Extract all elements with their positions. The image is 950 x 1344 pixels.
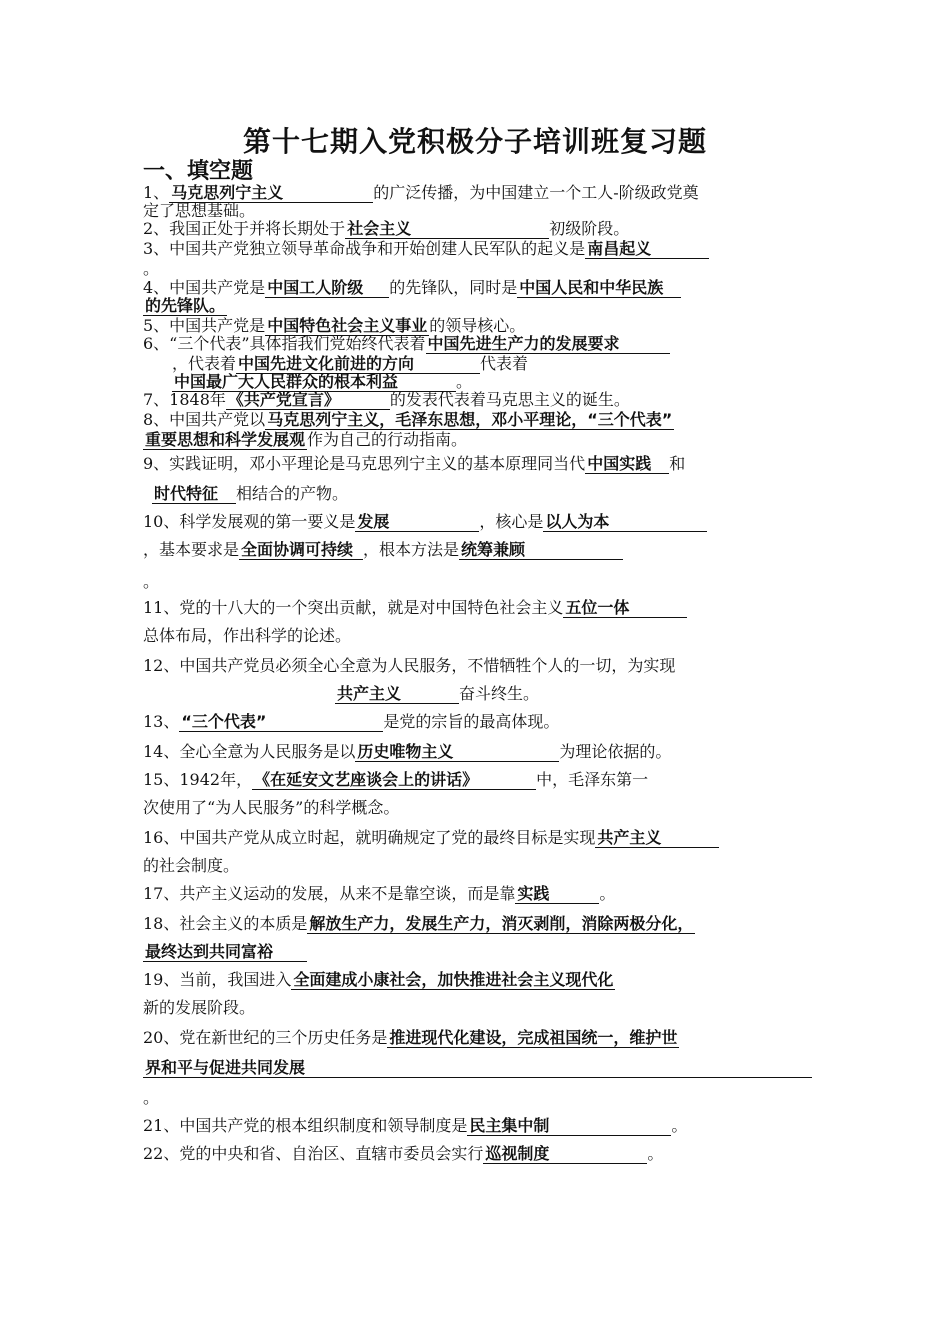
question-line <box>143 998 808 1018</box>
question-text: 定了思想基础。 <box>143 201 256 220</box>
answer-blank: 民主集中制 <box>467 1117 671 1136</box>
question-text: 8、中国共产党以 <box>143 410 266 429</box>
question-line <box>143 1028 808 1048</box>
question-text: 的社会制度。 <box>143 856 240 875</box>
answer-blank: 中国特色社会主义事业 <box>267 316 428 335</box>
question-text-after: ，核心是 <box>479 512 544 531</box>
question-text-after: 代表着 <box>480 354 529 373</box>
answer-blank: 时代特征 <box>152 485 236 504</box>
answer-blank: 全面协调可持续 <box>239 541 363 560</box>
question-line <box>143 259 808 279</box>
answer-blank: 社会主义 <box>345 220 549 239</box>
answer-blank: 中国工人阶级 <box>265 279 389 298</box>
question-text-after: 奋斗终生。 <box>459 684 540 703</box>
answer-blank: 中国人民和中华民族 <box>517 279 681 298</box>
question-text-after: 中，毛泽东第一 <box>536 770 649 789</box>
question-line <box>143 454 808 474</box>
answer-blank: 马克思列宁主义 <box>169 184 373 203</box>
question-text-after: 相结合的产物。 <box>236 484 349 503</box>
question-line <box>143 942 808 962</box>
question-text: 11、党的十八大的一个突出贡献，就是对中国特色社会主义 <box>143 598 564 617</box>
question-line <box>143 970 808 990</box>
question-line <box>143 430 808 450</box>
question-line <box>143 598 808 618</box>
question-text: 22、党的中央和省、自治区、直辖市委员会实行 <box>143 1144 484 1163</box>
answer-blank: 《在延安文艺座谈会上的讲话》 <box>252 771 536 790</box>
question-text: 16、中国共产党从成立时起，就明确规定了党的最终目标是实现 <box>143 828 596 847</box>
answer-blank: 中国先进生产力的发展要求 <box>426 335 670 354</box>
question-text: 次使用了“为人民服务”的科学概念。 <box>143 798 400 817</box>
question-text: 17、共产主义运动的发展，从来不是靠空谈，而是靠 <box>143 884 516 903</box>
question-text-after: 。 <box>647 1144 664 1163</box>
answer-blank: 解放生产力，发展生产力，消灭剥削，消除两极分化， <box>309 914 694 933</box>
question-line <box>143 201 808 221</box>
question-text: 7、1848年 <box>143 390 226 409</box>
question-line <box>143 1058 808 1078</box>
question-text: 9、实践证明，邓小平理论是马克思列宁主义的基本原理同当代 <box>143 454 586 473</box>
question-text: ，基本要求是 <box>143 540 240 559</box>
question-line <box>143 1116 808 1136</box>
question-text: 3、中国共产党独立领导革命战争和开始创建人民军队的起义是 <box>143 239 586 258</box>
answer-blank: 马克思列宁主义，毛泽东思想，邓小平理论，“三个代表” <box>267 410 673 429</box>
question-text-after: ，根本方法是 <box>363 540 460 559</box>
question-text: 21、中国共产党的根本组织制度和领导制度是 <box>143 1116 468 1135</box>
question-line <box>143 183 808 203</box>
question-line <box>143 334 808 354</box>
question-line <box>172 354 837 374</box>
answer-blank: 中国先进文化前进的方向 <box>236 355 480 374</box>
question-text-after: 是党的宗旨的最高体现。 <box>383 712 560 731</box>
question-text-after: 为理论依据的。 <box>559 742 672 761</box>
answer-blank: 南昌起义 <box>585 240 709 259</box>
answer-blank: 最终达到共同富裕 <box>143 943 307 962</box>
answer-blank: 共产主义 <box>595 829 719 848</box>
answer-blank: “三个代表” <box>179 713 383 732</box>
answer-blank: 历史唯物主义 <box>355 743 559 762</box>
answer-blank: 中国实践 <box>585 455 669 474</box>
question-text-after: 。 <box>456 372 473 391</box>
question-line <box>143 410 808 430</box>
question-line <box>143 278 808 298</box>
answer-blank: 实践 <box>515 885 599 904</box>
question-line <box>143 656 808 676</box>
question-line <box>172 372 837 392</box>
question-line <box>143 296 808 316</box>
question-line <box>143 390 808 410</box>
question-text: 18、社会主义的本质是 <box>143 914 308 933</box>
question-line <box>143 742 808 762</box>
question-text: 10、科学发展观的第一要义是 <box>143 512 356 531</box>
question-line <box>143 572 808 592</box>
question-line <box>143 219 808 239</box>
question-text-after: 和 <box>669 454 686 473</box>
question-text: 6、“三个代表”具体指我们党始终代表着 <box>143 334 426 353</box>
question-text: 1、 <box>143 183 170 202</box>
answer-blank: 《共产党宣言》 <box>226 391 390 410</box>
question-text-after: 的广泛传播，为中国建立一个工人-阶级政党奠 <box>373 183 699 202</box>
answer-blank: 中国最广大人民群众的根本利益 <box>172 373 456 392</box>
question-text: 4、中国共产党是 <box>143 278 266 297</box>
question-line <box>143 540 808 560</box>
question-text: ，代表着 <box>172 354 237 373</box>
question-text-after: 。 <box>599 884 616 903</box>
question-line <box>143 856 808 876</box>
question-line <box>143 316 808 336</box>
question-line <box>143 914 808 934</box>
question-line <box>143 626 808 646</box>
question-line <box>143 1088 808 1108</box>
answer-blank: 推进现代化建设，完成祖国统一，维护世 <box>389 1028 678 1047</box>
question-text: 13、 <box>143 712 180 731</box>
answer-blank: 共产主义 <box>335 685 459 704</box>
question-text: 5、中国共产党是 <box>143 316 266 335</box>
question-text-after: 。 <box>671 1116 688 1135</box>
question-line <box>143 884 808 904</box>
question-text: 。 <box>143 1088 160 1107</box>
answer-blank: 统筹兼顾 <box>459 541 623 560</box>
question-text: 15、1942年， <box>143 770 253 789</box>
question-text-after: 的领导核心。 <box>429 316 526 335</box>
question-text: 。 <box>143 572 160 591</box>
answer-blank: 巡视制度 <box>483 1145 647 1164</box>
section-heading: 一、填空题 <box>143 159 254 184</box>
question-line <box>335 684 950 704</box>
question-text: 。 <box>143 259 160 278</box>
answer-blank: 界和平与促进共同发展 <box>143 1059 812 1078</box>
question-text: 19、当前，我国进入 <box>143 970 292 989</box>
question-text-after: 初级阶段。 <box>549 219 630 238</box>
question-line <box>143 828 808 848</box>
answer-blank: 全面建成小康社会，加快推进社会主义现代化 <box>293 970 614 989</box>
question-line <box>143 239 808 259</box>
question-text-after: 的发表代表着马克思主义的诞生。 <box>389 390 630 409</box>
question-text: 2、我国正处于并将长期处于 <box>143 219 346 238</box>
question-line <box>152 484 817 504</box>
question-text: 12、中国共产党员必须全心全意为人民服务，不惜牺牲个人的一切，为实现 <box>143 656 676 675</box>
question-text: 总体布局，作出科学的论述。 <box>143 626 352 645</box>
question-text: 新的发展阶段。 <box>143 998 256 1017</box>
question-text: 20、党在新世纪的三个历史任务是 <box>143 1028 388 1047</box>
question-text-after: 的先锋队，同时是 <box>389 278 518 297</box>
question-text-after: 作为自己的行动指南。 <box>307 430 468 449</box>
question-line <box>143 798 808 818</box>
answer-blank: 重要思想和科学发展观 <box>145 430 306 449</box>
question-line <box>143 770 808 790</box>
question-line <box>143 1144 808 1164</box>
answer-blank: 发展 <box>355 513 479 532</box>
answer-blank: 以人为本 <box>543 513 707 532</box>
document-title: 第十七期入党积极分子培训班复习题 <box>242 125 707 158</box>
question-line <box>143 712 808 732</box>
answer-blank: 的先锋队。 <box>145 296 226 315</box>
question-line <box>143 512 808 532</box>
answer-blank: 五位一体 <box>563 599 687 618</box>
question-text: 14、全心全意为人民服务是以 <box>143 742 356 761</box>
